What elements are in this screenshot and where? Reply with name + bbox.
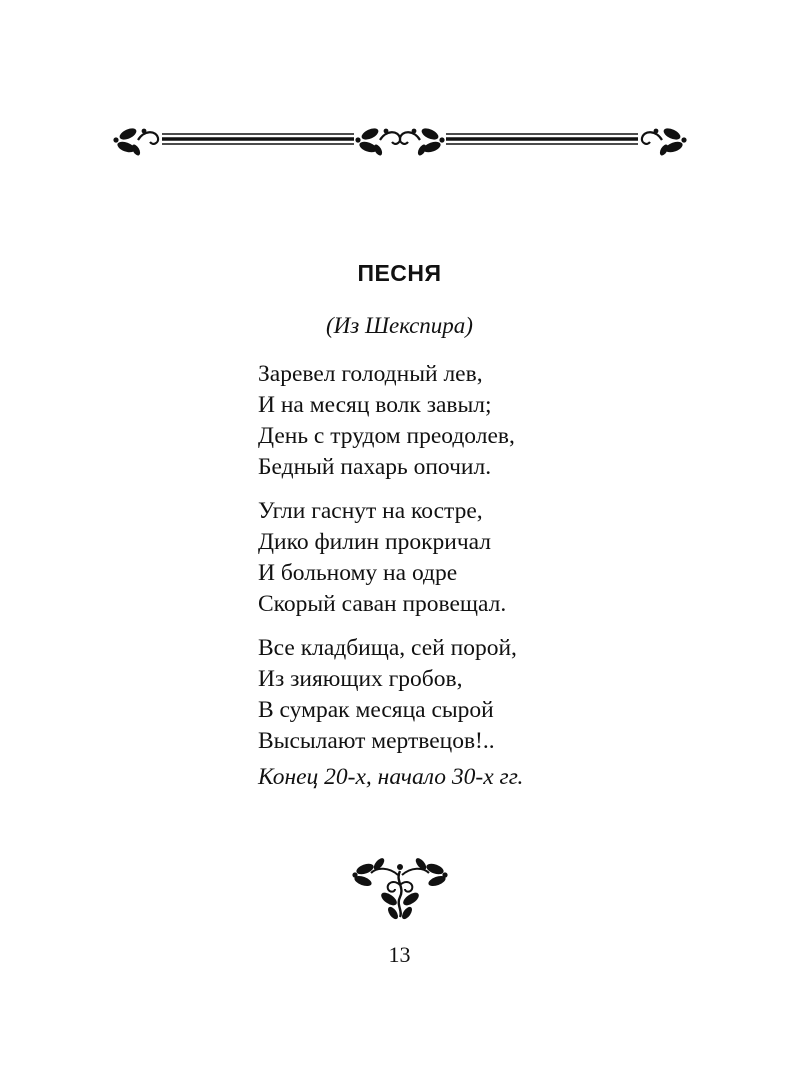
poem-line: Угли гаснут на костре, xyxy=(258,498,483,524)
poem-date: Конец 20-х, начало 30-х гг. xyxy=(258,764,524,790)
poem-title: ПЕСНЯ xyxy=(357,260,442,286)
poem-subtitle: (Из Шекспира) xyxy=(326,313,473,338)
poem-body xyxy=(258,359,678,770)
poem-line: Все кладбища, сей порой, xyxy=(258,635,517,661)
poem-line: Дико филин прокричал xyxy=(258,529,492,555)
poem-line: День с трудом преодолев, xyxy=(258,423,515,449)
poem-line: Из зияющих гробов, xyxy=(258,666,463,692)
stanza-3 xyxy=(258,633,678,757)
poem-line: Высылают мертвецов!.. xyxy=(258,728,495,754)
poem-line: В сумрак месяца сырой xyxy=(258,697,494,723)
poem-line: И больному на одре xyxy=(258,560,458,586)
stanza-2 xyxy=(258,496,678,620)
poem-line: Скорый саван провещал. xyxy=(258,591,507,617)
floral-divider-icon xyxy=(108,118,692,162)
poem-line: Заревел голодный лев, xyxy=(258,361,483,387)
floral-vignette-icon xyxy=(351,857,449,921)
poem-line: Бедный пахарь опочил. xyxy=(258,454,492,480)
page-number: 13 xyxy=(388,942,411,967)
poem-line: И на месяц волк завыл; xyxy=(258,392,492,418)
stanza-1 xyxy=(258,359,678,483)
